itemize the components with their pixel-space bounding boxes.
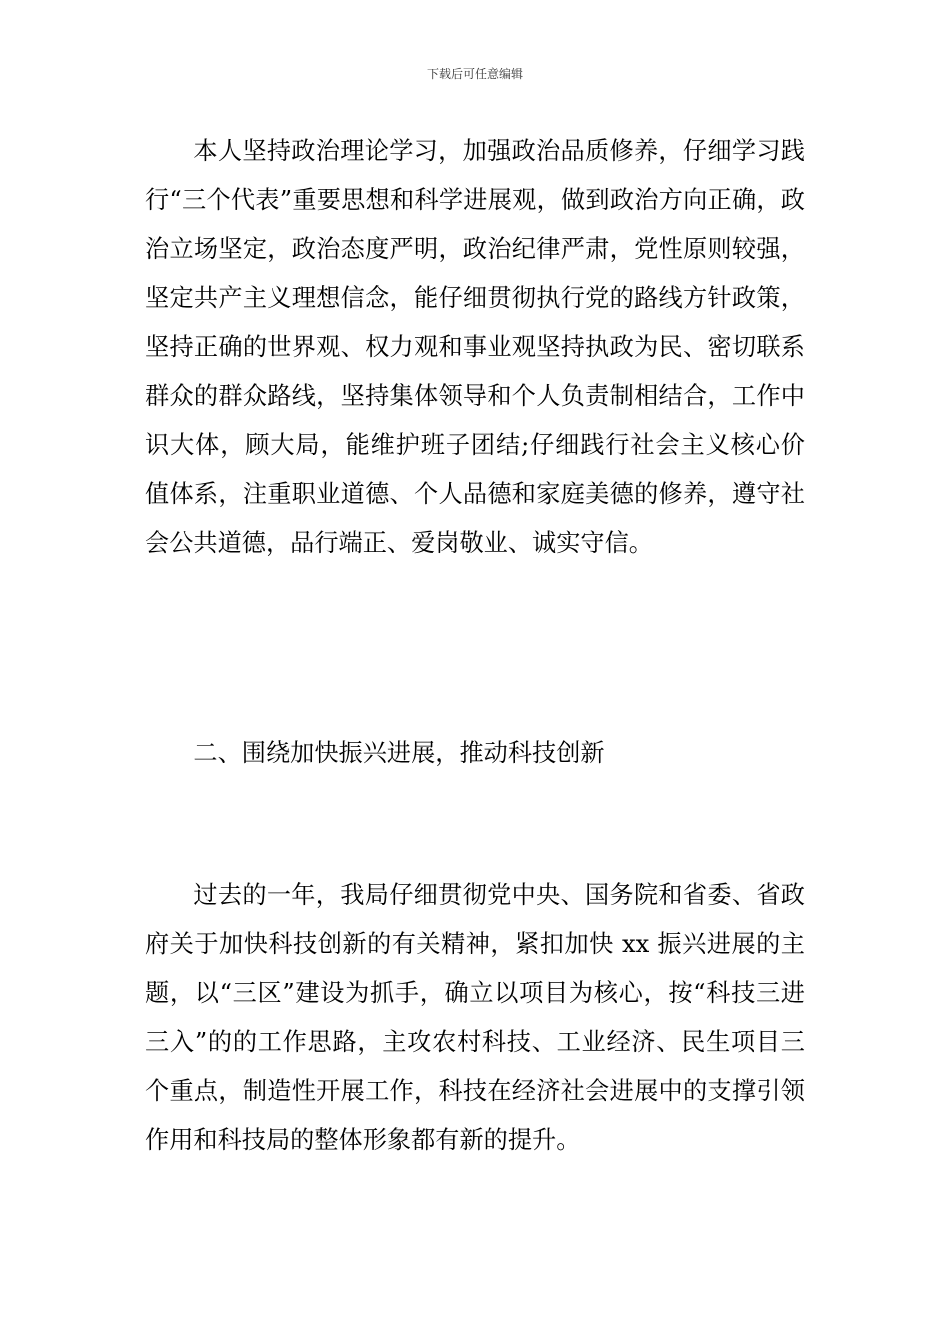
- paragraph-tech-innovation: 过去的一年，我局仔细贯彻党中央、国务院和省委、省政府关于加快科技创新的有关精神，紧扣加快 xx 振兴进展的主题，以“三区”建设为抓手，确立以项目为核心，按“科技三进三入”的的工作思路，主攻农村科技、工业经济、民生项目三个重点，制造性开展工作，科技在经济社会进展中的支撑引领作用和科技局的整体形象都有新的提升。: [145, 881, 805, 1154]
- section-heading: 二、围绕加快振兴进展，推动科技创新: [193, 739, 605, 767]
- header-note: 下载后可任意编辑: [426, 67, 523, 81]
- paragraph-political-study: 本人坚持政治理论学习，加强政治品质修养，仔细学习践行“三个代表”重要思想和科学进展观，做到政治方向正确，政治立场坚定，政治态度严明，政治纪律严肃，党性原则较强，坚定共产主义理想信念，能仔细贯彻执行党的路线方针政策，坚持正确的世界观、权力观和事业观坚持执政为民、密切联系群众的群众路线，坚持集体领导和个人负责制相结合，工作中识大体，顾大局，能维护班子团结;仔细践行社会主义核心价值体系，注重职业道德、个人品德和家庭美德的修养，遵守社会公共道德，品行端正、爱岗敬业、诚实守信。: [145, 137, 805, 557]
